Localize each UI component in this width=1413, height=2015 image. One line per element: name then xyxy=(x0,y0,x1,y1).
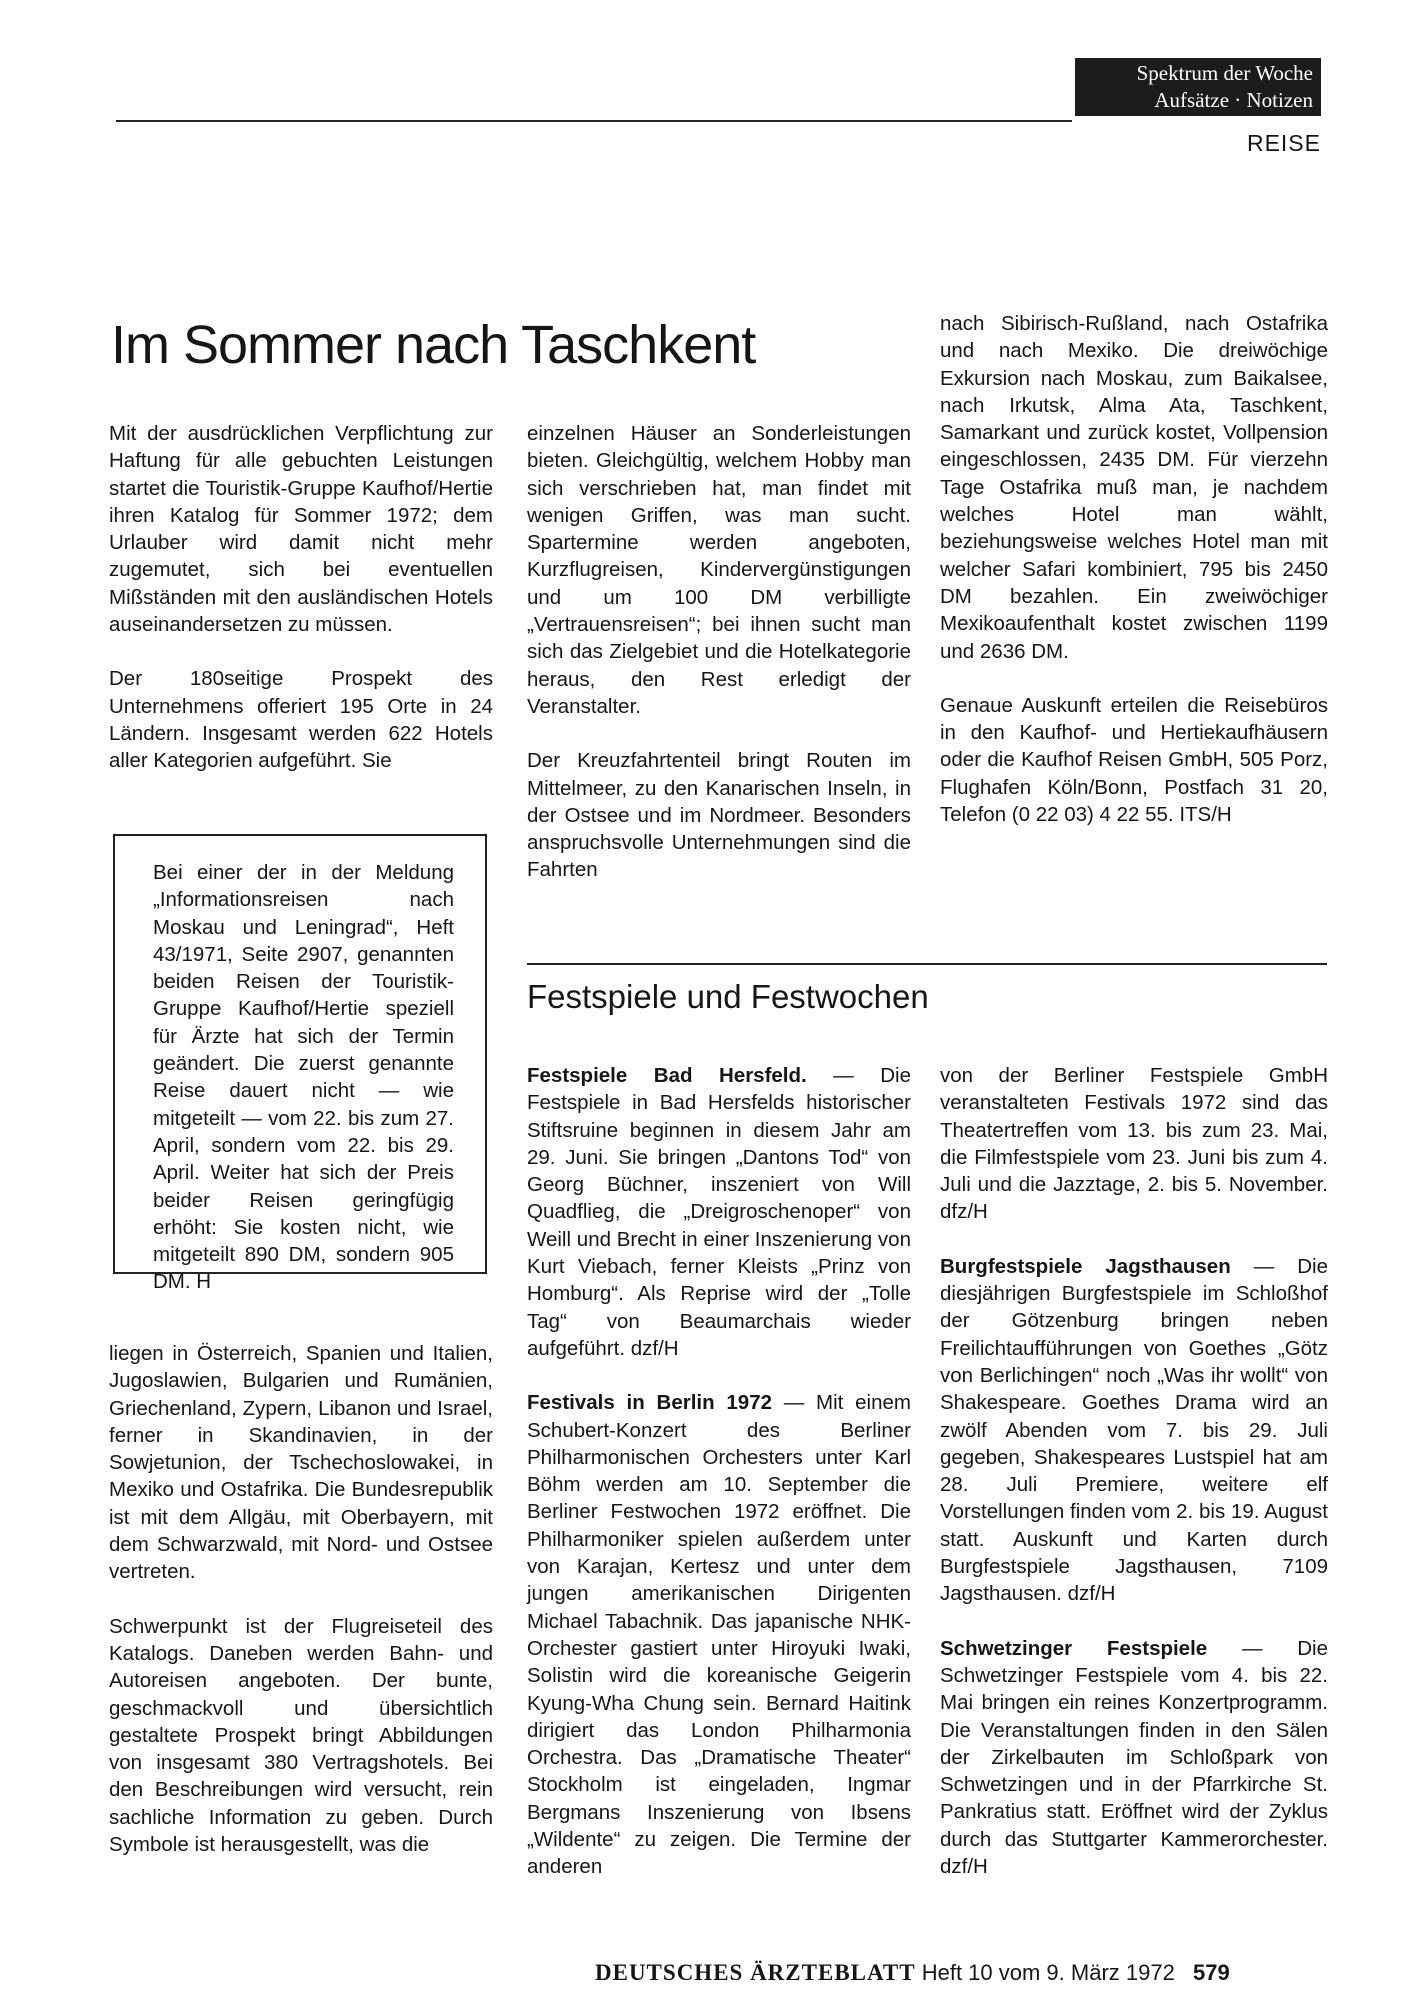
section-badge xyxy=(1075,58,1321,116)
paragraph: nach Sibirisch-Rußland, nach Ostafrika und nach Mexiko. Die dreiwöchige Exkursion nach Moskau, zum Baikalsee, nach Irkutsk, Alma Ata, Taschkent, Samarkant und zurück kostet, Vollpension eingeschlossen, 2435 DM. Für vierzehn Tage Ostafrika muß man, je nachdem welches Hotel man wählt, beziehungsweise welches Hotel man mit welcher Safari kombiniert, 795 bis 2450 DM bezahlen. Ein zweiwöchiger Mexikoaufenthalt kostet zwischen 1199 und 2636 DM. xyxy=(940,312,1328,663)
festival-entry xyxy=(527,1389,911,1880)
festival-text: — Mit einem Schubert-Konzert des Berliner Philharmonischen Orchesters unter Karl Böhm werden am 10. September die Berliner Festwochen 1972 eröffnet. Die Philharmoniker spielen außerdem unter von Karajan, Kertesz und unter dem jungen amerikanischen Dirigenten Michael Tabachnik. Das japanische NHK-Orchester gastiert unter Hiroyuki Iwaki, Solistin wird die koreanische Geigerin Kyung-Wha Chung sein. Bernard Haitink dirigiert das London Philharmonia Orchestra. Das „Dramatische Theater“ Stockholm ist eingeladen, Ingmar Bergmans Inszenierung von Ibsens „Wildente“ zu zeigen. Die Termine der anderen xyxy=(527,1391,911,1879)
correction-box xyxy=(113,834,487,1294)
festivals-column-2 xyxy=(940,1062,1328,1880)
festival-text: — Die diesjährigen Burgfestspiele im Schloßhof der Götzenburg bringen neben Freilichtaufführungen von Goethes „Götz von Berlichingen“ noch „Was ihr wollt“ von Shakespeare. Goethes Drama wird an zwölf Abenden vom 7. bis 29. Juli gegeben, Shakespeares Lustspiel hat am 28. Juli Premiere, weitere elf Vorstellungen finden vom 2. bis 19. August statt. Auskunft und Karten durch Burgfestspiele Jagsthausen, 7109 Jagsthausen. dzf/H xyxy=(940,1254,1329,1606)
festival-text: — Die Schwetzinger Festspiele vom 4. bis 22. Mai bringen ein reines Konzertprogramm. Die Veranstaltungen finden in den Sälen der Zirkelbauten im Schloßpark von Schwetzingen und in der Pfarrkirche St. Pankratius statt. Eröffnet wird der Zyklus durch das Stuttgarter Kammerorchester. dzf/H xyxy=(940,1636,1328,1879)
badge-line-1: Spektrum der Woche xyxy=(1136,61,1313,85)
festivals-column-1 xyxy=(527,1062,911,1881)
festival-entry xyxy=(940,1635,1328,1881)
festival-title: Burgfestspiele Jagsthausen xyxy=(940,1254,1231,1278)
paragraph: Der 180seitige Prospekt des Unternehmens offeriert 195 Orte in 24 Ländern. Insgesamt werden 622 Hotels aller Kategorien aufgeführt. Sie xyxy=(109,667,493,773)
journal-name: DEUTSCHES ÄRZTEBLATT xyxy=(595,1960,916,1985)
correction-text: Bei einer der in der Meldung „Informationsreisen nach Moskau und Leningrad“, Heft 43/1971, Seite 2907, genannten beiden Reisen der Touristik-Gruppe Kaufhof/Hertie speziell für Ärzte hat sich der Termin geändert. Die zuerst genannte Reise dauert nicht — wie mitgeteilt — vom 22. bis zum 27. April, sondern vom 22. bis 29. April. Weiter hat sich der Preis beider Reisen geringfügig erhöht: Sie kosten nicht, wie mitgeteilt 890 DM, sondern 905 DM. H xyxy=(153,861,454,1294)
article-column-3 xyxy=(940,310,1328,828)
page-number: 579 xyxy=(1192,1960,1230,1985)
article-column-2 xyxy=(527,420,911,884)
festival-text-continued: von der Berliner Festspiele GmbH veranstalteten Festivals 1972 sind das Theatertreffen vom 13. bis zum 23. Mai, die Filmfestspiele vom 23. Juni bis zum 4. Juli und die Jazztage, 2. bis 5. November. dfz/H xyxy=(940,1064,1328,1224)
page-footer xyxy=(595,1960,1230,1986)
paragraph: Mit der ausdrücklichen Verpflichtung zur Haftung für alle gebuchten Leistungen startet die Touristik-Gruppe Kaufhof/Hertie ihren Katalog für Sommer 1972; dem Urlauber wird damit nicht mehr zugemutet, sich bei eventuellen Mißständen mit den ausländischen Hotels auseinandersetzen zu müssen. xyxy=(109,422,493,637)
festival-title: Festivals in Berlin 1972 xyxy=(527,1391,772,1415)
festival-text: — Die Festspiele in Bad Hersfelds historischer Stiftsruine beginnen in diesem Jahr am 29. Juni. Sie bringen „Dantons Tod“ von Georg Büchner, inszeniert von Will Quadflieg, die „Dreigroschenoper“ von Weill und Brecht in einer Inszenierung von Kurt Viebach, ferner Kleists „Prinz von Homburg“. Als Reprise wird der „Tolle Tag“ von Beaumarchais wieder aufgeführt. dzf/H xyxy=(527,1064,911,1360)
article-column-1 xyxy=(109,420,493,775)
paragraph: einzelnen Häuser an Sonderleistungen bieten. Gleichgültig, welchem Hobby man sich verschrieben hat, man findet mit wenigen Griffen, was man sucht. Spartermine werden angeboten, Kurzflugreisen, Kindervergünstigungen und um 100 DM verbilligte „Vertrauensreisen“; bei ihnen sucht man sich das Zielgebiet und die Hotelkategorie heraus, den Rest erledigt der Veranstalter. xyxy=(527,422,911,718)
paragraph: liegen in Österreich, Spanien und Italien, Jugoslawien, Bulgarien und Rumänien, Griechenland, Zypern, Libanon und Israel, ferner in Skandinavien, in der Sowjetunion, der Tschechoslowakei, in Mexiko und Ostafrika. Die Bundesrepublik ist mit dem Allgäu, mit Oberbayern, mit dem Schwarzwald, mit Nord- und Ostsee vertreten. xyxy=(109,1342,493,1584)
festivals-heading: Festspiele und Festwochen xyxy=(527,978,929,1015)
section-rule xyxy=(527,963,1327,965)
badge-line-2: Aufsätze · Notizen xyxy=(1154,88,1313,112)
paragraph: Schwerpunkt ist der Flugreiseteil des Katalogs. Daneben werden Bahn- und Autoreisen angeboten. Der bunte, geschmackvoll und übersichtlich gestaltete Prospekt bringt Abbildungen von insgesamt 380 Vertragshotels. Bei den Beschreibungen wird versucht, rein sachliche Information zu geben. Durch Symbole ist herausgestellt, was die xyxy=(109,1614,493,1857)
festival-entry xyxy=(940,1253,1328,1608)
festival-title: Schwetzinger Festspiele xyxy=(940,1636,1208,1660)
header-rule xyxy=(116,120,1072,122)
festival-entry xyxy=(527,1062,911,1362)
article-title: Im Sommer nach Taschkent xyxy=(111,315,756,375)
festival-title: Festspiele Bad Hersfeld. xyxy=(527,1064,807,1087)
issue-info: Heft 10 vom 9. März 1972 xyxy=(921,1960,1175,1985)
paragraph: Der Kreuzfahrtenteil bringt Routen im Mittelmeer, zu den Kanarischen Inseln, in der Ostsee und im Nordmeer. Besonders anspruchsvolle Unternehmungen sind die Fahrten xyxy=(527,749,911,882)
article-column-1-cont xyxy=(109,1340,493,1858)
paragraph: Genaue Auskunft erteilen die Reisebüros in den Kaufhof- und Hertiekaufhäusern oder die Kaufhof Reisen GmbH, 505 Porz, Flughafen Köln/Bonn, Postfach 31 20, Telefon (0 22 03) 4 22 55. ITS/H xyxy=(940,693,1328,827)
section-label: REISE xyxy=(1246,130,1321,156)
